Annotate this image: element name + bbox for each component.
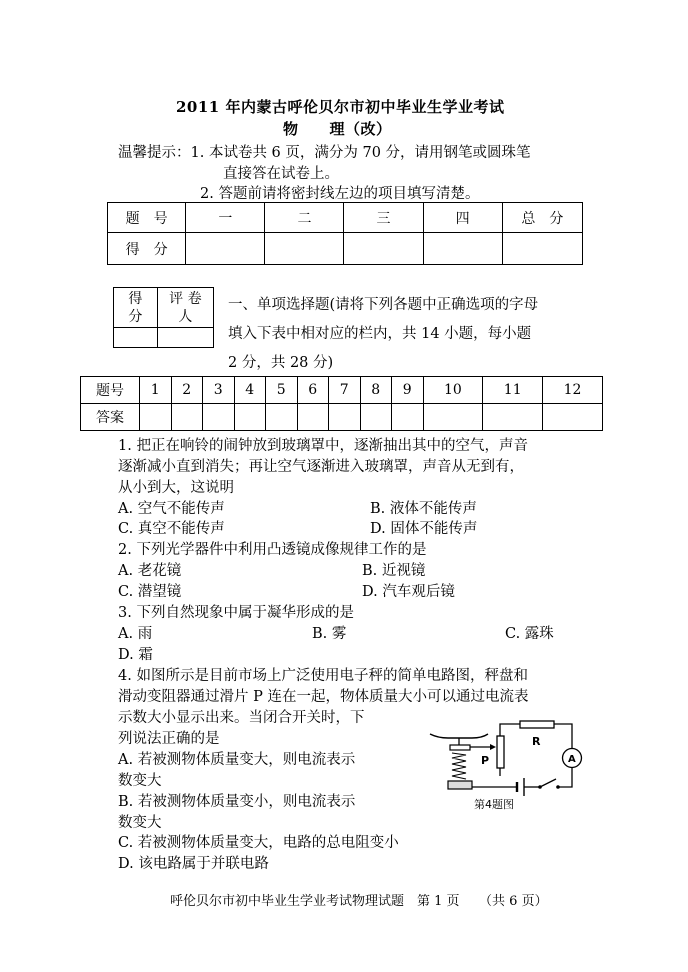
q4-line-1: 4. 如图所示是目前市场上广泛使用电子秤的简单电路图，秤盘和 (118, 668, 528, 684)
answer-table (80, 376, 603, 431)
q1-option-a: A. 空气不能传声 (118, 501, 225, 517)
score-cell[interactable] (423, 233, 502, 265)
q3-option-a: A. 雨 (118, 626, 153, 642)
pan-plate (450, 745, 470, 750)
tip-line-2: 直接答在试卷上。 (223, 166, 339, 182)
q2-option-d: D. 汽车观后镜 (362, 584, 455, 600)
answer-number: 1 (140, 377, 172, 404)
answer-number: 11 (483, 377, 543, 404)
answer-number: 8 (360, 377, 392, 404)
page-footer: 呼伦贝尔市初中毕业生学业考试物理试题 第 1 页 （共 6 页） (170, 894, 548, 909)
grader-box (113, 287, 214, 348)
q1-option-b: B. 液体不能传声 (370, 501, 477, 517)
grader-person-label: 评 卷 人 (157, 288, 213, 328)
answer-number: 10 (423, 377, 483, 404)
answer-number: 7 (329, 377, 361, 404)
label-a: A (568, 754, 576, 765)
exam-subject: 物 理（改） (283, 120, 392, 138)
q4-line-2: 滑动变阻器通过滑片 P 连在一起，物体质量大小可以通过电流表 (118, 689, 529, 705)
exam-title: 2011 年内蒙古呼伦贝尔市初中毕业生学业考试 (176, 98, 505, 116)
score-row-label: 得 分 (108, 233, 186, 265)
answer-number: 9 (392, 377, 424, 404)
answer-number: 3 (203, 377, 235, 404)
answer-number: 2 (171, 377, 203, 404)
answer-cell[interactable] (266, 404, 298, 431)
score-header-label: 题 号 (108, 203, 186, 233)
score-header-total: 总 分 (502, 203, 582, 233)
q1-option-d: D. 固体不能传声 (370, 521, 478, 537)
answer-cell[interactable] (171, 404, 203, 431)
q4-option-b-line-1: B. 若被测物体质量变小，则电流表示 (118, 794, 356, 810)
q4-line-4: 列说法正确的是 (118, 731, 220, 747)
answer-cell[interactable] (234, 404, 266, 431)
section1-line-2: 填入下表中相对应的栏内，共 14 小题，每小题 (228, 326, 532, 342)
answer-cell[interactable] (543, 404, 603, 431)
answer-number: 4 (234, 377, 266, 404)
answer-number: 6 (297, 377, 329, 404)
score-header-4: 四 (423, 203, 502, 233)
q1-option-c: C. 真空不能传声 (118, 521, 225, 537)
score-cell[interactable] (344, 233, 423, 265)
q2-option-c: C. 潜望镜 (118, 584, 182, 600)
score-header-1: 一 (186, 203, 265, 233)
answer-cell[interactable] (423, 404, 483, 431)
q3-option-b: B. 雾 (312, 626, 347, 642)
answer-cell[interactable] (329, 404, 361, 431)
q3-option-d: D. 霜 (118, 647, 153, 663)
scale-pan-icon (430, 734, 488, 738)
grader-score-cell[interactable] (114, 328, 158, 348)
slider-p-icon (490, 744, 496, 750)
q4-line-3: 示数大小显示出来。当闭合开关时，下 (118, 710, 365, 726)
score-cell[interactable] (265, 233, 344, 265)
switch-icon (540, 779, 556, 787)
answer-number: 12 (543, 377, 603, 404)
spring-icon (452, 753, 466, 779)
answer-cell[interactable] (203, 404, 235, 431)
resistor-r (520, 721, 554, 728)
tip-line-3: 2. 答题前请将密封线左边的项目填写清楚。 (200, 186, 480, 202)
q4-option-a-line-1: A. 若被测物体质量变大，则电流表示 (118, 752, 356, 768)
q4-option-b-line-2: 数变大 (118, 815, 162, 831)
answer-cell[interactable] (140, 404, 172, 431)
spring-base (448, 781, 472, 789)
score-cell[interactable] (502, 233, 582, 265)
grader-score-label: 得 分 (114, 288, 158, 328)
answer-row-label: 答案 (81, 404, 140, 431)
q4-option-d: D. 该电路属于并联电路 (118, 856, 269, 872)
answer-cell[interactable] (297, 404, 329, 431)
score-header-2: 二 (265, 203, 344, 233)
label-r: R (532, 735, 541, 748)
tip-line-1: 温馨提示：1. 本试卷共 6 页，满分为 70 分，请用钢笔或圆珠笔 (118, 145, 531, 161)
q4-option-c: C. 若被测物体质量变大，电路的总电阻变小 (118, 835, 399, 851)
score-table (107, 202, 583, 265)
q2-option-b: B. 近视镜 (362, 563, 426, 579)
q1-line-3: 从小到大，这说明 (118, 480, 234, 496)
variable-resistor (497, 736, 504, 768)
label-p: P (481, 754, 490, 767)
score-cell[interactable] (186, 233, 265, 265)
q3-stem: 3. 下列自然现象中属于凝华形成的是 (118, 605, 354, 621)
q2-option-a: A. 老花镜 (118, 563, 182, 579)
q1-line-2: 逐渐减小直到消失；再让空气逐渐进入玻璃罩，声音从无到有， (118, 459, 524, 475)
section1-line-3: 2 分，共 28 分) (228, 355, 334, 371)
figure-caption: 第4题图 (474, 798, 514, 811)
answer-cell[interactable] (392, 404, 424, 431)
answer-cell[interactable] (483, 404, 543, 431)
grader-person-cell[interactable] (157, 328, 213, 348)
answer-cell[interactable] (360, 404, 392, 431)
q2-stem: 2. 下列光学器件中利用凸透镜成像规律工作的是 (118, 542, 427, 558)
answer-header-label: 题号 (81, 377, 140, 404)
electronic-scale-circuit-diagram (428, 716, 588, 814)
q1-line-1: 1. 把正在响铃的闹钟放到玻璃罩中，逐渐抽出其中的空气，声音 (118, 438, 528, 454)
score-header-3: 三 (344, 203, 423, 233)
section1-line-1: 一、单项选择题(请将下列各题中正确选项的字母 (228, 297, 539, 313)
answer-number: 5 (266, 377, 298, 404)
q4-option-a-line-2: 数变大 (118, 773, 162, 789)
q3-option-c: C. 露珠 (505, 626, 554, 642)
